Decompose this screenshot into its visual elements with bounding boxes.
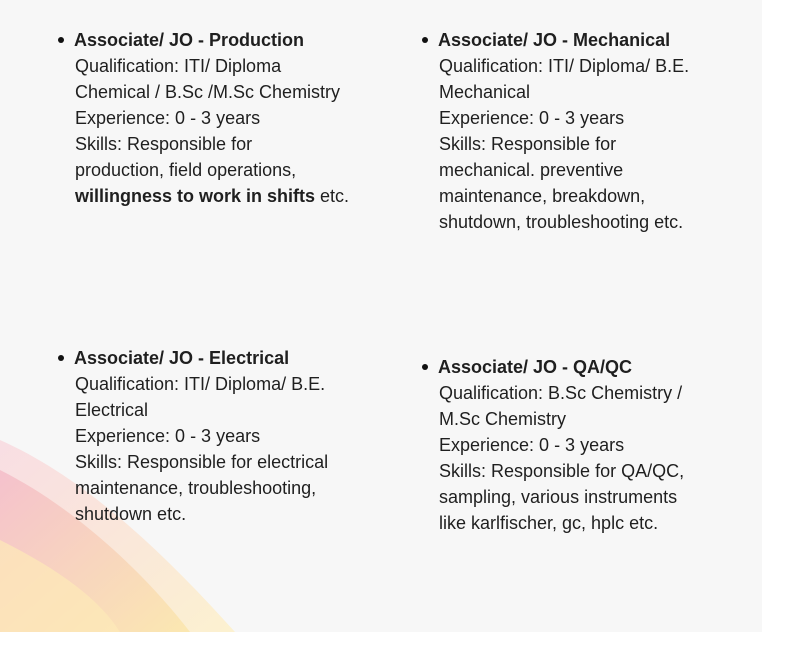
skills-line: shutdown etc. [75,504,187,524]
skills-line: mechanical. preventive [439,160,624,180]
skills-line: Skills: Responsible for QA/QC, [439,461,685,481]
job-title: Associate/ JO - QA/QC [406,354,762,380]
experience: Experience: 0 - 3 years [439,435,625,455]
qualification-line: Electrical [75,400,149,420]
skills-tail: etc. [315,186,350,206]
skills-line: Skills: Responsible for [75,134,253,154]
qualification-line: Chemical / B.Sc /M.Sc Chemistry [75,82,341,102]
skills-line: maintenance, troubleshooting, [75,478,317,498]
job-production [75,27,405,209]
qualification-line: M.Sc Chemistry [439,409,567,429]
skills-emphasis: willingness to work in shifts [75,186,316,206]
job-electrical [75,345,405,527]
job-qa-qc [439,354,762,536]
skills-line: production, field operations, [75,160,297,180]
skills-line: Skills: Responsible for electrical [75,452,329,472]
qualification-line: Qualification: ITI/ Diploma/ B.E. [75,374,326,394]
skills-line [75,183,405,209]
job-title: Associate/ JO - Electrical [42,345,405,371]
skills-line: Skills: Responsible for [439,134,617,154]
job-mechanical [439,27,762,235]
job-title: Associate/ JO - Production [42,27,405,53]
skills-line: sampling, various instruments [439,487,678,507]
qualification-line: Qualification: ITI/ Diploma [75,56,282,76]
qualification-line: Mechanical [439,82,531,102]
experience: Experience: 0 - 3 years [75,426,261,446]
skills-line: like karlfischer, gc, hplc etc. [439,513,659,533]
experience: Experience: 0 - 3 years [439,108,625,128]
experience: Experience: 0 - 3 years [75,108,261,128]
qualification-line: Qualification: B.Sc Chemistry / [439,383,683,403]
skills-line: maintenance, breakdown, [439,186,646,206]
skills-line: shutdown, troubleshooting etc. [439,212,684,232]
job-title: Associate/ JO - Mechanical [406,27,762,53]
qualification-line: Qualification: ITI/ Diploma/ B.E. [439,56,690,76]
